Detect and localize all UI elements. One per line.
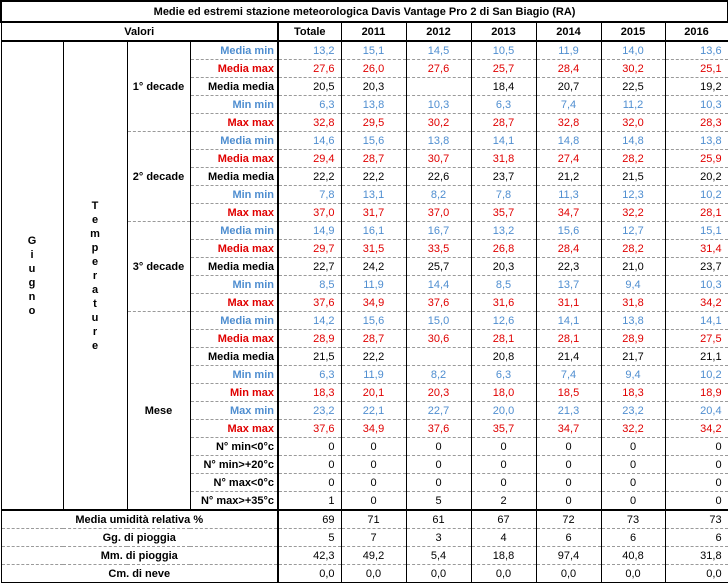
value-cell: 26,8	[471, 240, 536, 258]
value-cell: 12,6	[471, 312, 536, 330]
value-cell: 28,4	[536, 240, 601, 258]
value-cell: 0	[665, 492, 728, 511]
value-cell: 22,2	[341, 168, 406, 186]
value-cell: 29,7	[278, 240, 341, 258]
value-cell: 30,2	[406, 114, 471, 132]
value-cell: 73	[601, 510, 665, 529]
value-cell: 25,9	[665, 150, 728, 168]
value-cell: 6,3	[471, 96, 536, 114]
value-cell: 0	[601, 456, 665, 474]
value-cell: 20,5	[278, 78, 341, 96]
footer-label: Gg. di pioggia	[1, 529, 278, 547]
value-cell: 18,4	[471, 78, 536, 96]
value-cell: 6,3	[471, 366, 536, 384]
value-cell: 0	[471, 456, 536, 474]
value-cell: 20,8	[471, 348, 536, 366]
value-cell: 31,7	[341, 204, 406, 222]
value-cell: 31,4	[665, 240, 728, 258]
value-cell: 14,4	[406, 276, 471, 294]
value-cell: 0,0	[471, 565, 536, 583]
section-label: Mese	[127, 312, 190, 511]
value-cell: 37,6	[406, 294, 471, 312]
value-cell: 25,7	[471, 60, 536, 78]
row-label: Max max	[190, 114, 278, 132]
value-cell: 13,2	[471, 222, 536, 240]
value-cell: 0	[665, 438, 728, 456]
value-cell: 0	[278, 474, 341, 492]
value-cell: 0	[536, 492, 601, 511]
value-cell: 21,7	[601, 348, 665, 366]
value-cell: 11,9	[536, 41, 601, 60]
value-cell: 0	[471, 474, 536, 492]
value-cell: 71	[341, 510, 406, 529]
value-cell: 28,3	[665, 114, 728, 132]
value-cell: 67	[471, 510, 536, 529]
value-cell: 18,9	[665, 384, 728, 402]
month-letter: n	[28, 290, 36, 303]
category-letter: m	[90, 227, 100, 240]
value-cell: 9,4	[601, 366, 665, 384]
value-cell: 14,1	[536, 312, 601, 330]
value-cell: 15,0	[406, 312, 471, 330]
table-title: Medie ed estremi stazione meteorologica Davis Vantage Pro 2 di San Biagio (RA)	[1, 1, 728, 22]
section-label: 2° decade	[127, 132, 190, 222]
value-cell: 20,7	[536, 78, 601, 96]
value-cell: 8,2	[406, 186, 471, 204]
footer-label: Mm. di pioggia	[1, 547, 278, 565]
row-label: N° min>+20°c	[190, 456, 278, 474]
value-cell: 13,8	[665, 132, 728, 150]
value-cell: 21,5	[601, 168, 665, 186]
value-cell: 5	[406, 492, 471, 511]
value-cell: 18,3	[601, 384, 665, 402]
value-cell: 23,7	[665, 258, 728, 276]
value-cell: 7,4	[536, 96, 601, 114]
value-cell: 14,6	[278, 132, 341, 150]
value-cell: 4	[471, 529, 536, 547]
value-cell: 0,0	[406, 565, 471, 583]
value-cell: 28,9	[601, 330, 665, 348]
value-cell: 2	[471, 492, 536, 511]
value-cell: 6	[665, 529, 728, 547]
value-cell: 14,8	[536, 132, 601, 150]
value-cell: 0	[406, 456, 471, 474]
value-cell: 15,1	[341, 41, 406, 60]
value-cell: 34,7	[536, 204, 601, 222]
value-cell: 12,7	[601, 222, 665, 240]
value-cell: 28,1	[665, 204, 728, 222]
row-label: Min min	[190, 366, 278, 384]
row-label: Min min	[190, 186, 278, 204]
value-cell: 8,5	[278, 276, 341, 294]
category-letter: e	[91, 255, 99, 268]
value-cell: 23,2	[601, 402, 665, 420]
category-letter: r	[92, 325, 98, 338]
value-cell: 0,0	[278, 565, 341, 583]
column-header: 2011	[341, 22, 406, 41]
value-cell: 0	[278, 456, 341, 474]
value-cell: 28,7	[341, 330, 406, 348]
column-header: 2015	[601, 22, 665, 41]
value-cell: 21,0	[601, 258, 665, 276]
value-cell: 32,2	[601, 204, 665, 222]
value-cell: 20,4	[665, 402, 728, 420]
value-cell: 0	[341, 492, 406, 511]
value-cell: 15,6	[341, 312, 406, 330]
month-label	[1, 41, 63, 510]
value-cell: 0	[601, 474, 665, 492]
value-cell: 21,2	[536, 168, 601, 186]
value-cell: 61	[406, 510, 471, 529]
value-cell: 0,0	[601, 565, 665, 583]
row-label: Max max	[190, 204, 278, 222]
value-cell	[406, 78, 471, 96]
value-cell: 32,0	[601, 114, 665, 132]
value-cell: 9,4	[601, 276, 665, 294]
value-cell: 10,2	[665, 186, 728, 204]
value-cell: 12,3	[601, 186, 665, 204]
value-cell: 29,5	[341, 114, 406, 132]
value-cell: 31,8	[471, 150, 536, 168]
value-cell: 20,1	[341, 384, 406, 402]
value-cell: 18,0	[471, 384, 536, 402]
month-letter: G	[27, 234, 37, 247]
value-cell: 72	[536, 510, 601, 529]
value-cell: 6,3	[278, 366, 341, 384]
value-cell: 28,7	[471, 114, 536, 132]
value-cell: 6,3	[278, 96, 341, 114]
value-cell: 20,3	[471, 258, 536, 276]
value-cell: 22,7	[406, 402, 471, 420]
column-header: 2016	[665, 22, 728, 41]
value-cell: 0	[406, 438, 471, 456]
value-cell: 22,2	[278, 168, 341, 186]
value-cell: 11,2	[601, 96, 665, 114]
category-letter: T	[91, 199, 99, 212]
value-cell: 22,1	[341, 402, 406, 420]
value-cell: 7,8	[278, 186, 341, 204]
value-cell: 31,8	[601, 294, 665, 312]
row-label: Media max	[190, 330, 278, 348]
value-cell: 21,1	[665, 348, 728, 366]
category-label	[63, 41, 127, 510]
value-cell: 21,5	[278, 348, 341, 366]
value-cell: 28,7	[341, 150, 406, 168]
value-cell: 69	[278, 510, 341, 529]
footer-label: Media umidità relativa %	[1, 510, 278, 529]
value-cell: 22,5	[601, 78, 665, 96]
value-cell: 23,2	[278, 402, 341, 420]
row-label: Min min	[190, 96, 278, 114]
value-cell: 37,0	[278, 204, 341, 222]
row-label: Media min	[190, 312, 278, 330]
category-letter: e	[91, 339, 99, 352]
value-cell: 34,2	[665, 420, 728, 438]
category-letter: a	[91, 283, 99, 296]
value-cell: 25,7	[406, 258, 471, 276]
value-cell: 13,8	[406, 132, 471, 150]
value-cell: 22,7	[278, 258, 341, 276]
value-cell: 49,2	[341, 547, 406, 565]
value-cell: 28,4	[536, 60, 601, 78]
category-letter: e	[91, 213, 99, 226]
row-label: N° max>+35°c	[190, 492, 278, 511]
value-cell: 28,1	[536, 330, 601, 348]
value-cell: 28,2	[601, 240, 665, 258]
value-cell: 0	[536, 474, 601, 492]
value-cell: 0,0	[665, 565, 728, 583]
value-cell: 22,3	[536, 258, 601, 276]
value-cell: 0	[536, 456, 601, 474]
value-cell: 18,3	[278, 384, 341, 402]
row-label: Media media	[190, 348, 278, 366]
value-cell: 13,1	[341, 186, 406, 204]
value-cell: 26,0	[341, 60, 406, 78]
value-cell: 20,2	[665, 168, 728, 186]
value-cell: 20,0	[471, 402, 536, 420]
value-cell: 97,4	[536, 547, 601, 565]
value-cell: 0	[601, 492, 665, 511]
value-cell: 14,2	[278, 312, 341, 330]
column-header: 2014	[536, 22, 601, 41]
value-cell: 14,0	[601, 41, 665, 60]
value-cell: 3	[406, 529, 471, 547]
value-cell: 6	[536, 529, 601, 547]
value-cell: 21,4	[536, 348, 601, 366]
value-cell: 18,8	[471, 547, 536, 565]
value-cell: 29,4	[278, 150, 341, 168]
column-header: 2013	[471, 22, 536, 41]
category-letter: u	[91, 311, 99, 324]
value-cell: 20,3	[341, 78, 406, 96]
header-valori: Valori	[1, 22, 278, 41]
value-cell: 6	[601, 529, 665, 547]
value-cell: 13,7	[536, 276, 601, 294]
value-cell: 15,1	[665, 222, 728, 240]
value-cell: 22,6	[406, 168, 471, 186]
footer-label: Cm. di neve	[1, 565, 278, 583]
value-cell: 35,7	[471, 420, 536, 438]
value-cell: 24,2	[341, 258, 406, 276]
row-label: Media min	[190, 41, 278, 60]
value-cell: 11,3	[536, 186, 601, 204]
value-cell: 20,3	[406, 384, 471, 402]
value-cell: 31,5	[341, 240, 406, 258]
value-cell: 25,1	[665, 60, 728, 78]
value-cell: 5	[278, 529, 341, 547]
value-cell: 27,4	[536, 150, 601, 168]
month-letter: o	[28, 304, 36, 317]
column-header: 2012	[406, 22, 471, 41]
value-cell: 10,2	[665, 366, 728, 384]
row-label: Media media	[190, 78, 278, 96]
value-cell: 10,5	[471, 41, 536, 60]
row-label: Max max	[190, 294, 278, 312]
value-cell: 16,7	[406, 222, 471, 240]
value-cell: 34,9	[341, 294, 406, 312]
value-cell: 34,7	[536, 420, 601, 438]
category-letter: p	[91, 241, 99, 254]
value-cell: 34,9	[341, 420, 406, 438]
value-cell: 8,5	[471, 276, 536, 294]
value-cell: 42,3	[278, 547, 341, 565]
category-letter: t	[93, 297, 97, 310]
value-cell: 10,3	[665, 276, 728, 294]
value-cell: 14,5	[406, 41, 471, 60]
value-cell: 0	[471, 438, 536, 456]
value-cell: 31,6	[471, 294, 536, 312]
row-label: Media min	[190, 132, 278, 150]
row-label: Media media	[190, 168, 278, 186]
value-cell: 27,6	[406, 60, 471, 78]
value-cell: 32,8	[278, 114, 341, 132]
value-cell: 23,7	[471, 168, 536, 186]
value-cell: 0	[341, 456, 406, 474]
value-cell: 15,6	[536, 222, 601, 240]
column-header: Totale	[278, 22, 341, 41]
value-cell: 37,0	[406, 204, 471, 222]
value-cell: 32,2	[601, 420, 665, 438]
row-label: Max max	[190, 420, 278, 438]
value-cell: 34,2	[665, 294, 728, 312]
value-cell: 37,6	[406, 420, 471, 438]
value-cell: 28,2	[601, 150, 665, 168]
value-cell: 30,6	[406, 330, 471, 348]
row-label: Min max	[190, 384, 278, 402]
value-cell: 0,0	[341, 565, 406, 583]
value-cell: 14,1	[665, 312, 728, 330]
value-cell: 27,5	[665, 330, 728, 348]
month-letter: g	[28, 276, 36, 289]
value-cell: 7	[341, 529, 406, 547]
section-label: 1° decade	[127, 41, 190, 132]
value-cell: 33,5	[406, 240, 471, 258]
value-cell: 15,6	[341, 132, 406, 150]
value-cell: 19,2	[665, 78, 728, 96]
row-label: Media max	[190, 60, 278, 78]
value-cell: 30,2	[601, 60, 665, 78]
value-cell: 13,8	[341, 96, 406, 114]
value-cell: 32,8	[536, 114, 601, 132]
row-label: Media media	[190, 258, 278, 276]
value-cell: 7,4	[536, 366, 601, 384]
value-cell: 37,6	[278, 420, 341, 438]
value-cell: 7,8	[471, 186, 536, 204]
value-cell: 14,8	[601, 132, 665, 150]
value-cell: 0	[601, 438, 665, 456]
value-cell: 22,2	[341, 348, 406, 366]
value-cell: 18,5	[536, 384, 601, 402]
value-cell: 14,9	[278, 222, 341, 240]
month-letter: i	[30, 248, 34, 261]
value-cell: 40,8	[601, 547, 665, 565]
category-letter: r	[92, 269, 98, 282]
value-cell: 0	[665, 474, 728, 492]
value-cell: 10,3	[665, 96, 728, 114]
section-label: 3° decade	[127, 222, 190, 312]
value-cell: 0	[341, 438, 406, 456]
value-cell: 13,2	[278, 41, 341, 60]
value-cell: 0,0	[536, 565, 601, 583]
value-cell: 28,9	[278, 330, 341, 348]
row-label: Media max	[190, 240, 278, 258]
value-cell: 13,8	[601, 312, 665, 330]
value-cell	[406, 348, 471, 366]
row-label: Media min	[190, 222, 278, 240]
value-cell: 11,9	[341, 276, 406, 294]
value-cell: 10,3	[406, 96, 471, 114]
value-cell: 0	[536, 438, 601, 456]
value-cell: 5,4	[406, 547, 471, 565]
row-label: N° min<0°c	[190, 438, 278, 456]
value-cell: 27,6	[278, 60, 341, 78]
value-cell: 0	[665, 456, 728, 474]
value-cell: 0	[406, 474, 471, 492]
value-cell: 28,1	[471, 330, 536, 348]
row-label: Min min	[190, 276, 278, 294]
value-cell: 14,1	[471, 132, 536, 150]
value-cell: 21,3	[536, 402, 601, 420]
value-cell: 1	[278, 492, 341, 511]
value-cell: 35,7	[471, 204, 536, 222]
value-cell: 31,1	[536, 294, 601, 312]
row-label: N° max<0°c	[190, 474, 278, 492]
row-label: Media max	[190, 150, 278, 168]
value-cell: 37,6	[278, 294, 341, 312]
row-label: Max min	[190, 402, 278, 420]
value-cell: 73	[665, 510, 728, 529]
value-cell: 11,9	[341, 366, 406, 384]
value-cell: 8,2	[406, 366, 471, 384]
month-letter: u	[28, 262, 36, 275]
value-cell: 16,1	[341, 222, 406, 240]
value-cell: 30,7	[406, 150, 471, 168]
value-cell: 31,8	[665, 547, 728, 565]
value-cell: 13,6	[665, 41, 728, 60]
value-cell: 0	[278, 438, 341, 456]
value-cell: 0	[341, 474, 406, 492]
